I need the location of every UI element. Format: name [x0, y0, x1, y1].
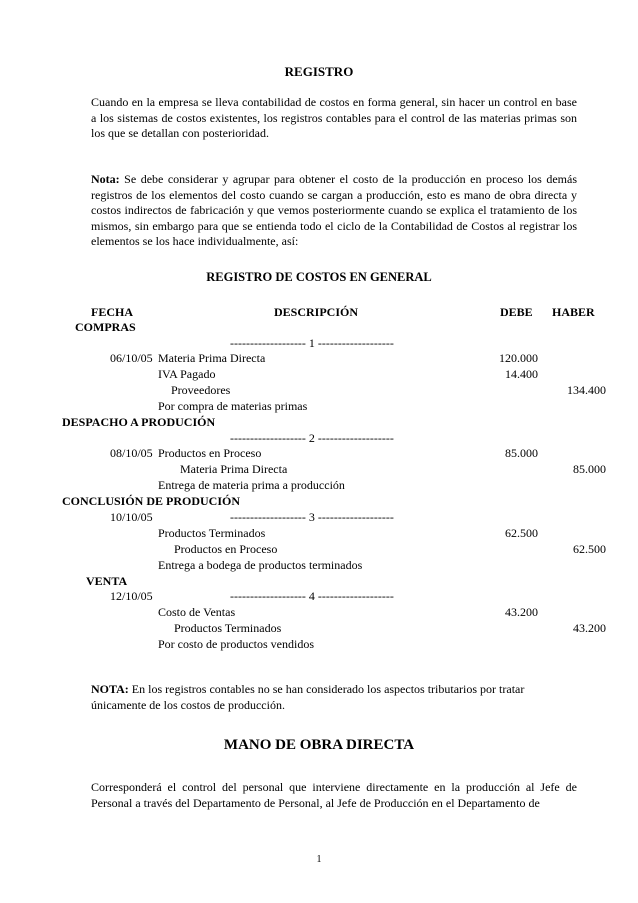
- section-heading: COMPRAS: [75, 320, 136, 334]
- debe-value: 120.000: [499, 351, 538, 365]
- intro-paragraph: Cuando en la empresa se lleva contabilidad de costos en forma general, sin hacer un control en base a los sistemas de costos existentes, los registros contables para el control de las materias primas son los que se detallan con posterioridad.: [91, 95, 577, 140]
- section-title: MANO DE OBRA DIRECTA: [223, 737, 415, 753]
- nota-paragraph: [91, 682, 571, 713]
- account-line: Materia Prima Directa: [180, 462, 288, 476]
- section-paragraph: Corresponderá el control del personal que interviene directamente en la producción al Jefe de Personal a través del Departamento de Personal, al Jefe de Producción en el Departamento de: [91, 780, 577, 810]
- entry-date: 12/10/05: [110, 589, 153, 603]
- entry-memo: Entrega de materia prima a producción: [158, 478, 345, 492]
- haber-value: 85.000: [573, 462, 606, 476]
- haber-value: 43.200: [573, 621, 606, 635]
- col-debe: DEBE: [500, 305, 533, 319]
- page-heading: REGISTRO: [284, 64, 354, 79]
- account-line: Productos en Proceso: [174, 542, 278, 556]
- note-text: Se debe considerar y agrupar para obtener el costo de la producción en proceso los demás registros de los elementos del costo cuando se cargan a producción, esto es mano de obra directa y costos indirectos de fabricación y que vemos posteriormente cuando se explica el tratamiento de los mismos, sin embargo para que se entienda todo el ciclo de la Contabilidad de Costos al registrar los elementos se los hace individualmente, así:: [91, 172, 577, 248]
- ledger-title: REGISTRO DE COSTOS EN GENERAL: [206, 270, 432, 284]
- debe-value: 85.000: [505, 446, 538, 460]
- haber-value: 134.400: [567, 383, 606, 397]
- debe-value: 14.400: [505, 367, 538, 381]
- debe-value: 43.200: [505, 605, 538, 619]
- account-line: IVA Pagado: [158, 367, 216, 381]
- col-descripcion: DESCRIPCIÓN: [274, 305, 359, 319]
- entry-number: ------------------- 3 -------------------: [230, 510, 394, 524]
- account-line: Materia Prima Directa: [158, 351, 266, 365]
- entry-date: 06/10/05: [110, 351, 153, 365]
- account-line: Proveedores: [171, 383, 231, 397]
- entry-memo: Por compra de materias primas: [158, 399, 308, 413]
- entry-number: ------------------- 2 -------------------: [230, 431, 394, 445]
- nota-text: En los registros contables no se han considerado los aspectos tributarios por tratar únicamente de los costos de producción.: [91, 682, 525, 712]
- note-paragraph: [91, 172, 577, 250]
- page-number: 1: [316, 854, 322, 865]
- entry-memo: Entrega a bodega de productos terminados: [158, 558, 363, 572]
- nota-label: NOTA:: [91, 682, 129, 696]
- entry-number: ------------------- 4 -------------------: [230, 589, 394, 603]
- entry-memo: Por costo de productos vendidos: [158, 637, 314, 651]
- account-line: Costo de Ventas: [158, 605, 236, 619]
- section-heading: DESPACHO A PRODUCIÓN: [62, 415, 216, 429]
- section-heading: CONCLUSIÓN DE PRODUCIÓN: [62, 494, 241, 508]
- debe-value: 62.500: [505, 526, 538, 540]
- note-label: Nota:: [91, 172, 120, 186]
- col-fecha: FECHA: [91, 305, 133, 319]
- entry-number: ------------------- 1 -------------------: [230, 336, 394, 350]
- account-line: Productos Terminados: [174, 621, 282, 635]
- haber-value: 62.500: [573, 542, 606, 556]
- entry-date: 08/10/05: [110, 446, 153, 460]
- account-line: Productos en Proceso: [158, 446, 262, 460]
- entry-date: 10/10/05: [110, 510, 153, 524]
- account-line: Productos Terminados: [158, 526, 266, 540]
- col-haber: HABER: [552, 305, 595, 319]
- section-heading: VENTA: [86, 574, 128, 588]
